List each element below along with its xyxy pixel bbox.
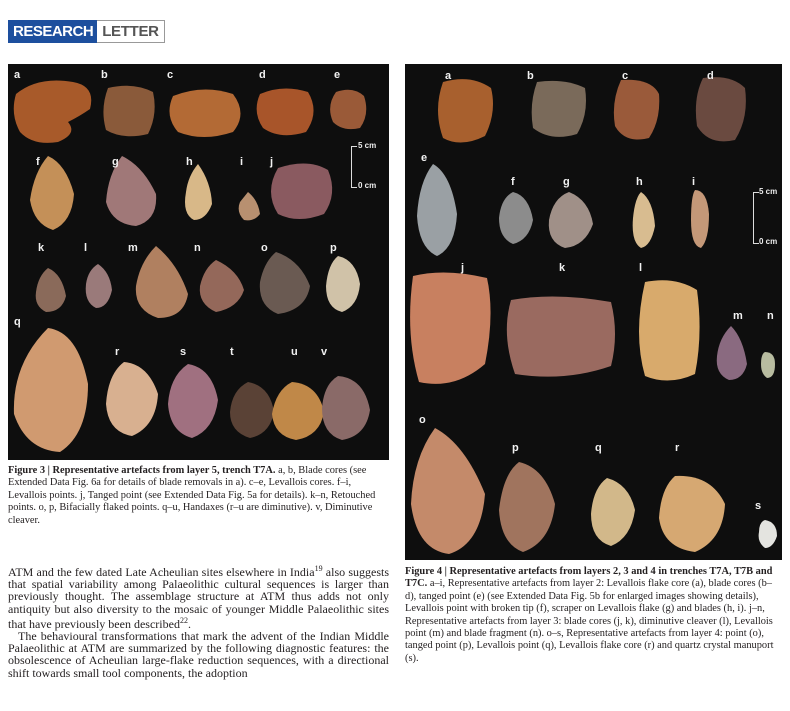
research-label: RESEARCH	[8, 20, 97, 43]
artefact-r	[659, 476, 725, 552]
artefact-m	[717, 326, 747, 380]
fig4-label-s: s	[755, 500, 762, 512]
fig3-label-k: k	[38, 242, 45, 254]
artefact-h	[185, 164, 212, 220]
artefact-c	[614, 80, 659, 140]
fig3-scale-bar	[351, 146, 357, 188]
fig3-artefacts	[8, 64, 389, 460]
artefact-a	[438, 79, 493, 142]
fig3-label-f: f	[36, 156, 40, 168]
fig3-label-r: r	[115, 346, 120, 358]
letter-label: LETTER	[97, 20, 165, 43]
artefact-s	[759, 520, 777, 548]
fig3-label-u: u	[291, 346, 298, 358]
artefact-s	[168, 364, 218, 438]
fig4-scale-bottom: 0 cm	[759, 237, 778, 246]
fig4-label-a: a	[445, 70, 452, 82]
artefact-q	[14, 328, 88, 452]
fig4-label-d: d	[707, 70, 714, 82]
fig4-label-b: b	[527, 70, 534, 82]
fig4-label-k: k	[559, 262, 566, 274]
fig3-label-c: c	[167, 69, 174, 81]
fig4-caption-body: a–i, Representative artefacts from layer 2: Levallois flake core (a), blade cores (b–d), tanged point (e) (see Extended Data Fig. 5b for enlarged images showing details), Levallois point with broken tip (f), scraper on Levallois flake (g) and blades (h, i). j–n, Representative artefacts from layer 3: blade cores (j, k), diminutive cleaver (l), Levallois point (m) and blade fragment (n). o–s, Representative artefacts from layer 4: point (o), tanged point (p), Levallois point (q), Levallois flake core (r) and quartz crystal manuport (s).	[405, 578, 774, 664]
artefact-b	[532, 81, 586, 137]
fig3-label-m: m	[128, 242, 138, 254]
artefact-f	[499, 192, 533, 244]
figure-3-caption	[8, 465, 388, 527]
artefact-d	[696, 77, 746, 141]
fig4-label-q: q	[595, 442, 602, 454]
figure-4-caption	[405, 566, 782, 665]
artefact-n	[761, 352, 775, 378]
body-text	[8, 563, 389, 679]
artefact-e	[330, 90, 366, 129]
artefact-k	[507, 296, 615, 376]
artefact-l	[639, 280, 700, 380]
fig3-label-n: n	[194, 242, 201, 254]
fig3-label-h: h	[186, 156, 193, 168]
fig3-label-s: s	[180, 346, 187, 358]
fig3-caption-title: Figure 3 | Representative artefacts from layer 5, trench T7A.	[8, 465, 276, 476]
artefact-j	[271, 163, 332, 219]
fig4-label-h: h	[636, 176, 643, 188]
fig4-label-e: e	[421, 152, 428, 164]
artefact-k	[36, 268, 66, 312]
artefact-n	[200, 260, 244, 312]
body-p1-text-c: .	[187, 616, 191, 631]
body-p1-text-b: also suggests that spatial variability among Palaeolithic cultural sequences is larger than previously thought. The assemblage structure at ATM thus adds not only antiquity but also diversity to the mosaic of younger Middle Palaeolithic sites that have previously been described	[8, 565, 389, 631]
fig4-label-i: i	[692, 176, 696, 188]
body-paragraph-1	[8, 563, 389, 630]
citation-19: 19	[314, 564, 323, 573]
artefact-o	[411, 428, 485, 554]
fig4-label-p: p	[512, 442, 519, 454]
artefact-p	[326, 256, 360, 312]
artefact-q	[591, 478, 635, 546]
artefact-c	[169, 89, 240, 137]
artefact-r	[106, 362, 158, 436]
artefact-d	[257, 88, 314, 135]
artefact-m	[136, 246, 188, 318]
fig3-label-o: o	[261, 242, 268, 254]
fig3-label-l: l	[84, 242, 88, 254]
artefact-l	[86, 264, 112, 308]
fig4-label-o: o	[419, 414, 426, 426]
artefact-p	[499, 462, 555, 552]
fig4-artefacts	[405, 64, 782, 560]
fig4-caption-title: Figure 4 | Representative artefacts from layers 2, 3 and 4 in trenches T7A, T7B and T7C.	[405, 566, 773, 590]
fig4-label-c: c	[622, 70, 629, 82]
figure-4-panel	[405, 64, 782, 560]
fig3-caption-body: a, b, Blade cores (see Extended Data Fig. 6a for details of blade removals in a). c–e, Levallois cores. f–i, Levallois points. j, Tanged point (see Extended Data Fig. 5a for details). k–n, Retouched points. o, p, Bifacially flaked points. q–u, Handaxes (r–u are diminutive). v, Diminutive cleaver.	[8, 465, 376, 526]
fig3-label-t: t	[230, 346, 234, 358]
fig3-label-a: a	[14, 69, 21, 81]
article-type-header	[8, 20, 165, 43]
fig3-label-b: b	[101, 69, 108, 81]
fig4-label-f: f	[511, 176, 515, 188]
fig3-label-j: j	[270, 156, 274, 168]
fig4-label-r: r	[675, 442, 680, 454]
fig3-label-e: e	[334, 69, 341, 81]
fig3-label-d: d	[259, 69, 266, 81]
fig3-label-p: p	[330, 242, 337, 254]
fig4-label-n: n	[767, 310, 774, 322]
fig3-label-q: q	[14, 316, 21, 328]
artefact-i	[691, 190, 709, 248]
artefact-g	[549, 192, 593, 248]
fig4-scale-top: 5 cm	[759, 187, 778, 196]
fig3-scale-top: 5 cm	[358, 141, 377, 150]
body-p1-text-a: ATM and the few dated Late Acheulian sites elsewhere in India	[8, 565, 315, 579]
fig4-label-g: g	[563, 176, 570, 188]
fig4-label-m: m	[733, 310, 743, 322]
fig4-label-j: j	[461, 262, 465, 274]
fig3-label-i: i	[240, 156, 244, 168]
fig4-label-l: l	[639, 262, 643, 274]
figure-3-panel	[8, 64, 389, 460]
citation-22: 22	[179, 615, 188, 625]
artefact-t	[230, 382, 274, 438]
artefact-o	[260, 252, 310, 314]
artefact-a	[14, 81, 91, 143]
fig3-label-v: v	[321, 346, 328, 358]
fig3-label-g: g	[112, 156, 119, 168]
body-paragraph-2: The behavioural transformations that mark the advent of the Indian Middle Palaeolithic at ATM are summarized by the following diagnostic features: the obsolescence of Acheulian large-flake reduction sequences, with a directional shift towards small tool components, the adoption	[8, 629, 389, 680]
fig3-scale-bottom: 0 cm	[358, 181, 377, 190]
artefact-h	[633, 192, 655, 248]
artefact-v	[322, 376, 370, 440]
artefact-e	[417, 164, 457, 256]
artefact-u	[272, 382, 324, 440]
artefact-i	[239, 192, 260, 220]
artefact-b	[103, 86, 154, 137]
artefact-j	[410, 272, 490, 383]
